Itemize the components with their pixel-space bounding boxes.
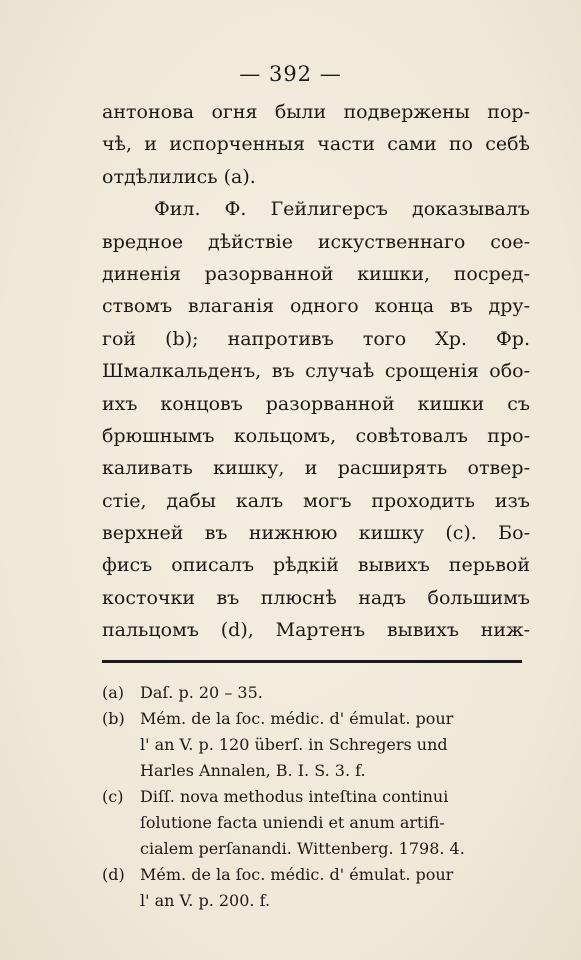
text-line: Фил. Ф. Гейлигерсъ доказывалъ (154, 198, 530, 221)
text-line: каливать кишку, и расширять отвер- (102, 457, 530, 480)
footnotes (102, 680, 530, 914)
text-line: косточки въ плюснѣ надъ большимъ (102, 586, 530, 609)
text-line: брюшнымъ кольцомъ, совѣтовалъ про- (102, 424, 530, 447)
footnote-continuation: Harles Annalen, B. I. S. 3. f. (140, 761, 366, 780)
text-line: отдѣлились (a). (102, 165, 256, 188)
footnote-continuation: l' an V. p. 120 überſ. in Schregers und (140, 735, 448, 754)
text-line: стіе, дабы калъ могъ проходить изъ (102, 489, 530, 512)
footnote-continuation: ſolutione facta uniendi et anum artifi- (140, 813, 445, 832)
text-line: диненія разорванной кишки, посред- (102, 262, 530, 285)
footnote-text: Mém. de la ſoc. médic. d' émulat. pour (140, 709, 454, 728)
text-line: чѣ, и испорченныя части сами по себѣ (102, 133, 530, 156)
footnote-text: Daſ. p. 20 – 35. (140, 683, 263, 702)
footnote-text: Mém. de la ſoc. médic. d' émulat. pour (140, 865, 454, 884)
footnote-marker: (d) (102, 865, 125, 884)
footnote-b (102, 706, 530, 732)
footnote-c (102, 784, 530, 810)
footnote-text: Diſſ. nova methodus inteſtina continui (140, 787, 449, 806)
footnote-marker: (b) (102, 709, 125, 728)
main-text (102, 96, 530, 647)
footnote-divider (102, 660, 522, 663)
footnote-a (102, 680, 530, 706)
text-line: пальцомъ (d), Мартенъ вывихъ ниж- (102, 619, 530, 642)
text-line: верхней въ нижнюю кишку (c). Бо- (102, 522, 530, 545)
footnote-continuation: cialem perſanandi. Wittenberg. 1798. 4. (140, 839, 465, 858)
footnote-marker: (c) (102, 787, 124, 806)
text-line: ствомъ влаганія одного конца въ дру- (102, 295, 530, 318)
footnote-d (102, 862, 530, 888)
text-line: ихъ концовъ разорванной кишки съ (102, 392, 530, 415)
text-line: вредное дѣйствіе искуственнаго сое- (102, 230, 530, 253)
footnote-continuation: l' an V. p. 200. f. (140, 891, 271, 910)
text-line: Шмалкальденъ, въ случаѣ срощенія обо- (102, 360, 530, 383)
page-number: — 392 — (239, 62, 342, 86)
text-line: гой (b); напротивъ того Хр. Фр. (102, 327, 530, 350)
footnote-marker: (a) (102, 683, 125, 702)
text-line: антонова огня были подвержены пор- (102, 101, 530, 123)
text-line: фисъ описалъ рѣдкій вывихъ перьвой (102, 554, 530, 577)
